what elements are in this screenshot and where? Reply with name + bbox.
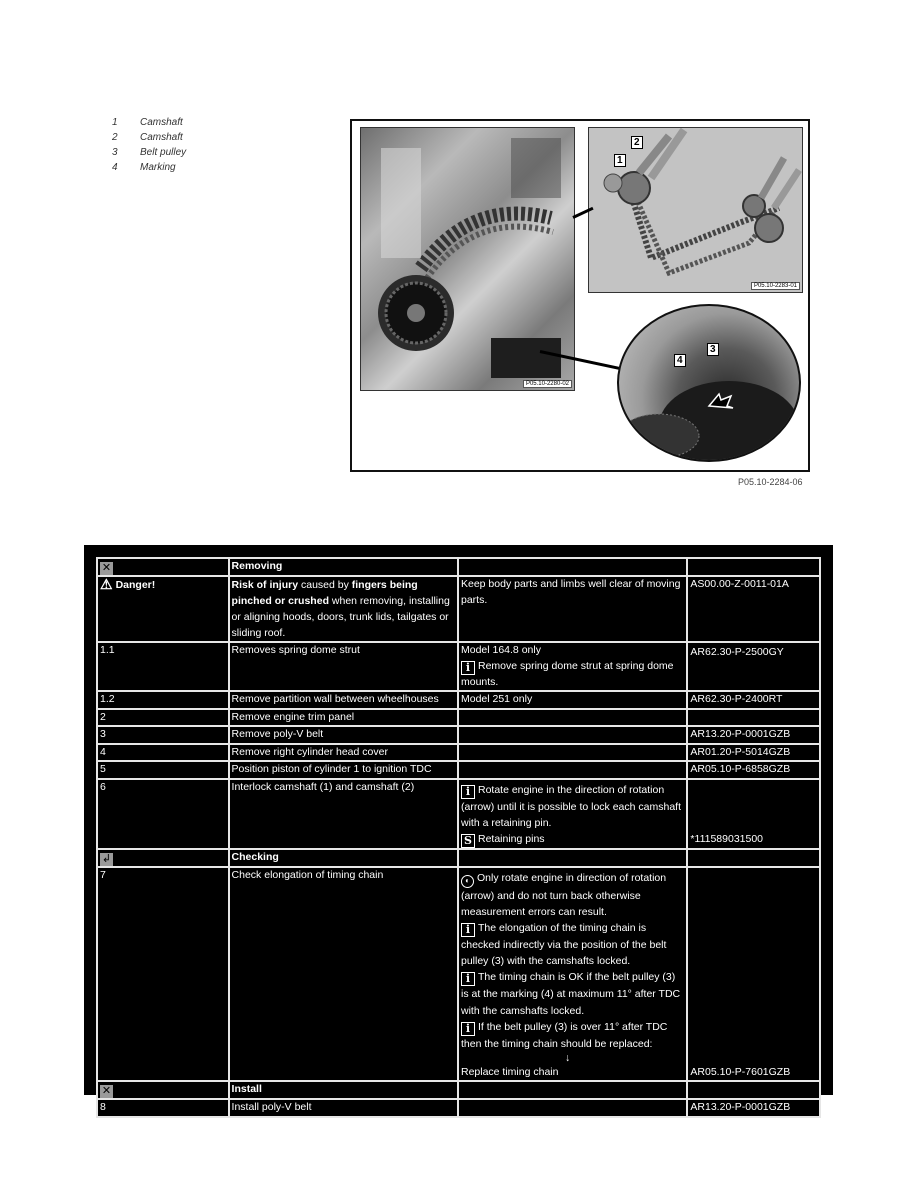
section-header-install	[97, 1081, 820, 1099]
step-note	[458, 1099, 687, 1117]
step-info: If the belt pulley (3) is over 11° after TDC then the timing chain should be replaced:	[460, 1020, 668, 1050]
legend-item: 2 Camshaft	[112, 132, 183, 143]
info-icon: i	[461, 923, 475, 937]
step-action: Position piston of cylinder 1 to ignition TDC	[229, 761, 458, 779]
step-action: Install poly-V belt	[229, 1099, 458, 1117]
step-number: 3	[97, 726, 229, 744]
step-number: 4	[97, 744, 229, 762]
step-action: Remove partition wall between wheelhouses	[229, 691, 458, 709]
step-info: The elongation of the timing chain is checked indirectly via the position of the belt pulley (3) with the camshafts locked.	[460, 921, 667, 968]
legend-item: 4 Marking	[112, 162, 176, 173]
step-action: Interlock camshaft (1) and camshaft (2)	[229, 779, 458, 849]
legend-item: 3 Belt pulley	[112, 147, 187, 158]
install-phase-icon: ✕	[101, 1085, 112, 1098]
step-number: 1.2	[97, 691, 229, 709]
section-title: Removing	[229, 558, 458, 576]
legend-item: 1 Camshaft	[112, 117, 183, 128]
removing-phase-icon: ✕	[101, 562, 112, 574]
step-info: The timing chain is OK if the belt pulley (3) is at the marking (4) at maximum 11° after TDC with the camshafts locked.	[460, 971, 681, 1017]
step-number: 8	[97, 1099, 229, 1117]
step-number: 6	[97, 779, 229, 849]
callout-4: 4	[674, 354, 686, 367]
info-icon: i	[461, 785, 475, 799]
step-note	[458, 744, 687, 762]
step-action: Check elongation of timing chain	[229, 867, 458, 1082]
step-info: Rotate engine in the direction of rotation (arrow) until it is possible to lock each camshaft with a retaining pin.	[460, 783, 681, 829]
step-note: Model 164.8 only	[460, 644, 541, 656]
step-note: Model 251 only	[458, 691, 687, 709]
step-number: 5	[97, 761, 229, 779]
step-ref-link[interactable]: AR13.20-P-0001GZB	[687, 726, 820, 744]
danger-row	[97, 576, 820, 642]
step-action: Remove engine trim panel	[229, 709, 458, 727]
chain-photo-code: P05.10-2283-01	[751, 282, 800, 290]
table-row	[97, 779, 820, 849]
step-action: Remove poly-V belt	[229, 726, 458, 744]
table-row	[97, 744, 820, 762]
info-icon: i	[461, 661, 475, 675]
timing-chain-illustration	[589, 128, 802, 292]
warning-triangle-icon: ⚠	[100, 576, 113, 592]
replace-timing-chain-link[interactable]: Replace timing chain	[460, 1065, 559, 1078]
arrow-down-icon: ↓	[564, 1051, 571, 1064]
special-tool-icon: S	[461, 834, 475, 848]
figure-code: P05.10-2284-06	[738, 477, 803, 487]
procedure-panel	[84, 545, 833, 1114]
table-row	[97, 642, 820, 691]
table-row	[97, 1099, 820, 1117]
step-info: Remove spring dome strut at spring dome mounts.	[460, 659, 674, 688]
section-header-removing	[97, 558, 820, 576]
main-photo-code: P05.10-2280-02	[523, 380, 572, 388]
procedure-table	[96, 557, 821, 1118]
table-row	[97, 709, 820, 727]
step-number: 1.1	[97, 642, 229, 691]
step-ref-link[interactable]	[687, 709, 820, 727]
step-ref-link[interactable]: AR05.10-P-7601GZB	[687, 867, 820, 1082]
step-action: Removes spring dome strut	[229, 642, 458, 691]
timing-chain-photo	[588, 127, 803, 293]
table-row	[97, 761, 820, 779]
step-caution: Only rotate engine in direction of rotation (arrow) and do not turn back otherwise measurement errors can result.	[460, 871, 667, 918]
table-row	[97, 726, 820, 744]
section-title: Checking	[229, 849, 458, 867]
step-ref-link[interactable]: AR05.10-P-6858GZB	[687, 761, 820, 779]
step-note	[458, 726, 687, 744]
info-icon: i	[461, 1022, 475, 1036]
belt-pulley-illustration	[619, 306, 799, 460]
danger-description: Risk of injury caused by fingers being pinched or crushed when removing, installing or aligning hoods, doors, trunk lids, tailgates or sliding roof.	[229, 576, 458, 642]
step-number: 2	[97, 709, 229, 727]
checking-phase-icon: ↲	[101, 852, 112, 865]
step-ref-link[interactable]: AR62.30-P-2500GY	[687, 642, 820, 691]
danger-label: Danger!	[115, 579, 156, 591]
step-note	[458, 761, 687, 779]
tool-label: Retaining pins	[477, 832, 545, 845]
table-row	[97, 691, 820, 709]
step-note	[458, 709, 687, 727]
info-icon: i	[461, 972, 475, 986]
step-ref-link[interactable]: AR13.20-P-0001GZB	[687, 1099, 820, 1117]
danger-note: Keep body parts and limbs well clear of moving parts.	[458, 576, 687, 642]
callout-3: 3	[707, 343, 719, 356]
table-row	[97, 867, 820, 1082]
caution-rotation-icon: ◐	[461, 875, 474, 888]
figure-legend	[112, 115, 186, 175]
step-ref-link[interactable]: AR62.30-P-2400RT	[687, 691, 820, 709]
engine-figure	[350, 119, 810, 472]
section-title: Install	[229, 1081, 458, 1099]
callout-2: 2	[631, 136, 643, 149]
belt-pulley-detail-photo	[617, 304, 801, 462]
step-ref-link[interactable]: AR01.20-P-5014GZB	[687, 744, 820, 762]
step-number: 7	[97, 867, 229, 1082]
tool-part-number-link[interactable]: *111589031500	[687, 779, 820, 849]
section-header-checking	[97, 849, 820, 867]
callout-1: 1	[614, 154, 626, 167]
step-action: Remove right cylinder head cover	[229, 744, 458, 762]
danger-ref-link[interactable]: AS00.00-Z-0011-01A	[687, 576, 820, 642]
